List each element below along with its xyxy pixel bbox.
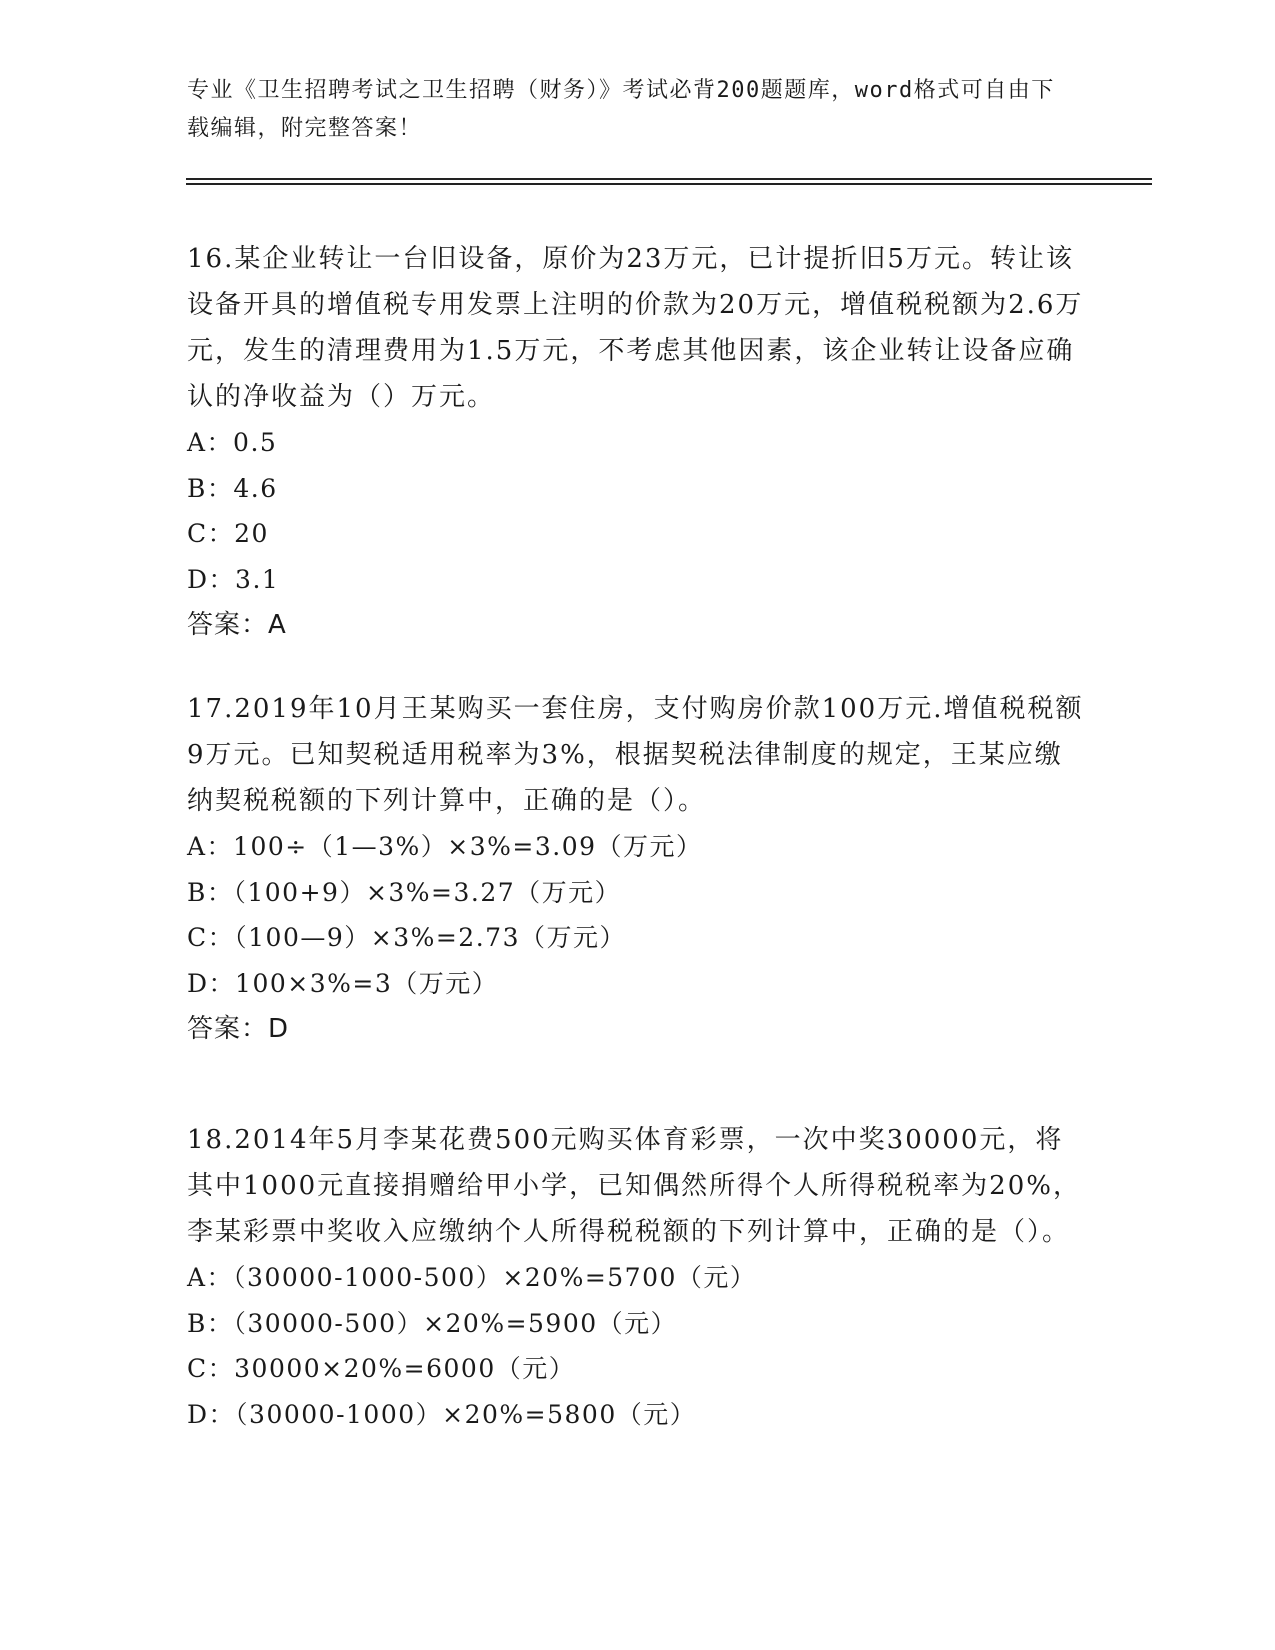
question-18 bbox=[187, 1117, 1087, 1437]
option-a: A：（30000-1000-500）×20%=5700（元） bbox=[187, 1263, 757, 1292]
question-text: 18.2014年5月李某花费500元购买体育彩票，一次中奖30000元，将其中1000元直接捐赠给甲小学，已知偶然所得个人所得税税率为20%，李某彩票中奖收入应缴纳个人所得税税额的下列计算中，正确的是（）。 bbox=[187, 1125, 1081, 1247]
document-header: 专业《卫生招聘考试之卫生招聘（财务）》考试必背200题题库，word格式可自由下载编辑，附完整答案！ bbox=[187, 78, 1055, 141]
header-rule-top bbox=[186, 178, 1152, 180]
header-rule-bottom bbox=[186, 183, 1152, 185]
option-c: C：30000×20%=6000（元） bbox=[187, 1354, 576, 1383]
question-text: 17.2019年10月王某购买一套住房，支付购房价款100万元.增值税税额9万元。已知契税适用税率为3%，根据契税法律制度的规定，王某应缴纳契税税额的下列计算中，正确的是（）。 bbox=[187, 694, 1084, 816]
option-d: D：100×3%=3（万元） bbox=[187, 968, 499, 998]
option-b: B：（30000-500）×20%=5900（元） bbox=[187, 1308, 678, 1338]
option-d: D：（30000-1000）×20%=5800（元） bbox=[187, 1399, 697, 1429]
answer: 答案：A bbox=[187, 610, 287, 640]
option-b: B：（100+9）×3%=3.27（万元） bbox=[187, 877, 622, 907]
answer: 答案：D bbox=[187, 1014, 290, 1044]
question-17 bbox=[187, 686, 1087, 1052]
question-text: 16.某企业转让一台旧设备，原价为23万元，已计提折旧5万元。转让该设备开具的增值税专用发票上注明的价款为20万元，增值税税额为2.6万元，发生的清理费用为1.5万元，不考虑其他因素，该企业转让设备应确认的净收益为（）万元。 bbox=[187, 244, 1084, 412]
option-c: C：（100—9）×3%=2.73（万元） bbox=[187, 923, 626, 952]
option-a: A：0.5 bbox=[187, 428, 278, 457]
question-16 bbox=[187, 236, 1087, 648]
option-c: C：20 bbox=[187, 519, 269, 548]
option-d: D：3.1 bbox=[187, 564, 280, 594]
option-a: A：100÷（1—3%）×3%=3.09（万元） bbox=[187, 832, 703, 861]
option-b: B：4.6 bbox=[187, 473, 278, 503]
